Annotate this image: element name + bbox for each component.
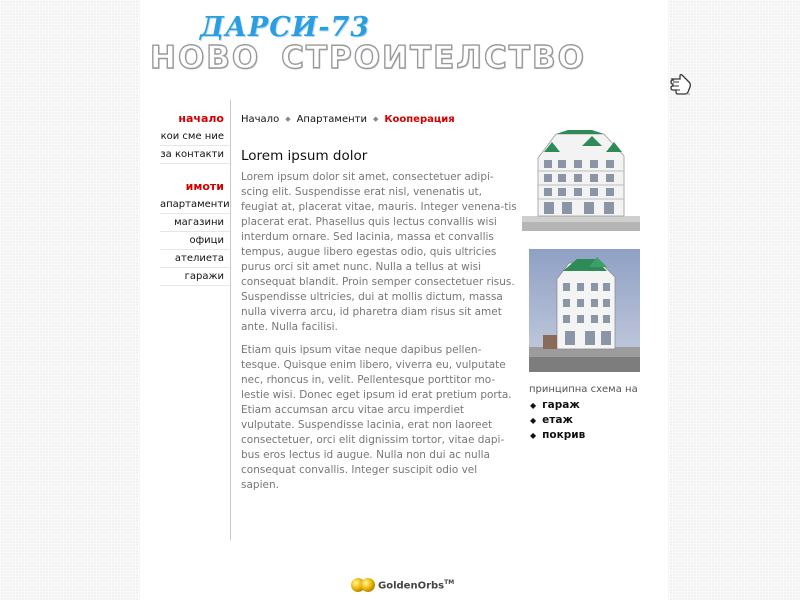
bullet-icon: ◆ — [530, 416, 537, 425]
footer — [350, 575, 454, 595]
building-photo-front[interactable] — [522, 128, 640, 231]
scheme-item-floor[interactable] — [530, 413, 585, 428]
scheme-list — [530, 398, 585, 443]
bullet-icon: ◆ — [530, 431, 537, 440]
pointing-hand-icon — [668, 70, 696, 98]
scheme-item-label: етаж — [542, 414, 573, 426]
scheme-item-garage[interactable] — [530, 398, 585, 413]
building-photo-side[interactable] — [529, 249, 640, 372]
nav-item-apartments[interactable]: апартаменти — [160, 196, 230, 214]
content-paragraph-1: Lorem ipsum dolor sit amet, consectetuer adipi-scing elit. Suspendisse erat nisl, venenatis ut, feugiat at, placerat vitae, mauris. Integer venena-tis placerat erat. Phasellus quis lectus convallis wisi interdum ornare. Sed lacinia, massa et convallis tempus, augue libero egestas odio, quis ultricies purus orci sit amet nunc. Nulla a tellus at wisi consequat blandit. Proin semper consectetuer risus. Suspendisse ultricies, dui at mollis dictum, massa nulla viverra arcu, id pharetra diam risus sit amet ante. Nulla facilisi. — [241, 171, 517, 333]
nav-heading-home[interactable]: начало — [178, 112, 224, 125]
bullet-icon: ◆ — [285, 115, 291, 123]
scheme-item-roof[interactable] — [530, 428, 585, 443]
nav-item-about[interactable]: кои сме ние — [160, 128, 230, 146]
golden-orbs-icon[interactable] — [350, 575, 376, 595]
breadcrumb-current: Кооперация — [384, 114, 455, 125]
sidebar-nav — [160, 110, 230, 286]
bullet-icon: ◆ — [530, 401, 537, 410]
nav-item-garages[interactable]: гаражи — [160, 268, 230, 286]
footer-brand[interactable] — [378, 579, 454, 591]
bullet-icon: ◆ — [372, 115, 379, 123]
nav-item-contacts[interactable]: за контакти — [160, 146, 230, 164]
nav-divider — [230, 100, 231, 540]
footer-tm: TM — [444, 578, 455, 586]
nav-gap — [160, 164, 230, 178]
nav-item-offices[interactable]: офици — [160, 232, 230, 250]
nav-item-studios[interactable]: ателиета — [160, 250, 230, 268]
scheme-item-label: покрив — [542, 429, 586, 441]
breadcrumb — [241, 114, 455, 125]
logo-title: НОВО СТРОИТЕЛСТВО — [150, 40, 586, 76]
nav-item-shops[interactable]: магазини — [160, 214, 230, 232]
breadcrumb-home[interactable]: Начало — [241, 114, 280, 125]
logo-script: ДАРСИ-73 — [200, 12, 371, 43]
breadcrumb-apartments[interactable]: Апартаменти — [296, 114, 367, 125]
scheme-label: принципна схема на — [529, 384, 638, 395]
content-paragraph-2: Etiam quis ipsum vitae neque dapibus pellen-tesque. Quisque enim libero, viverra eu, vulputate nec, rhoncus in, velit. Pellentesque porttitor mo-lestie wisi. Donec eget ipsum id erat pretium porta. Etiam accumsan arcu vitae arcu imperdiet vulputate. Suspendisse lacinia, erat non laoreet consectetuer, orci elit dignissim tortor, vitae dapi-bus eros lectus id augue. Nulla non dui ac nulla consequat convallis. Integer suscipit odio vel sapien. — [241, 344, 512, 491]
nav-heading-properties[interactable]: имоти — [185, 180, 224, 193]
content-title: Lorem ipsum dolor — [241, 148, 368, 164]
footer-brand-label: GoldenOrbs — [378, 580, 445, 592]
scheme-item-label: гараж — [542, 399, 580, 411]
